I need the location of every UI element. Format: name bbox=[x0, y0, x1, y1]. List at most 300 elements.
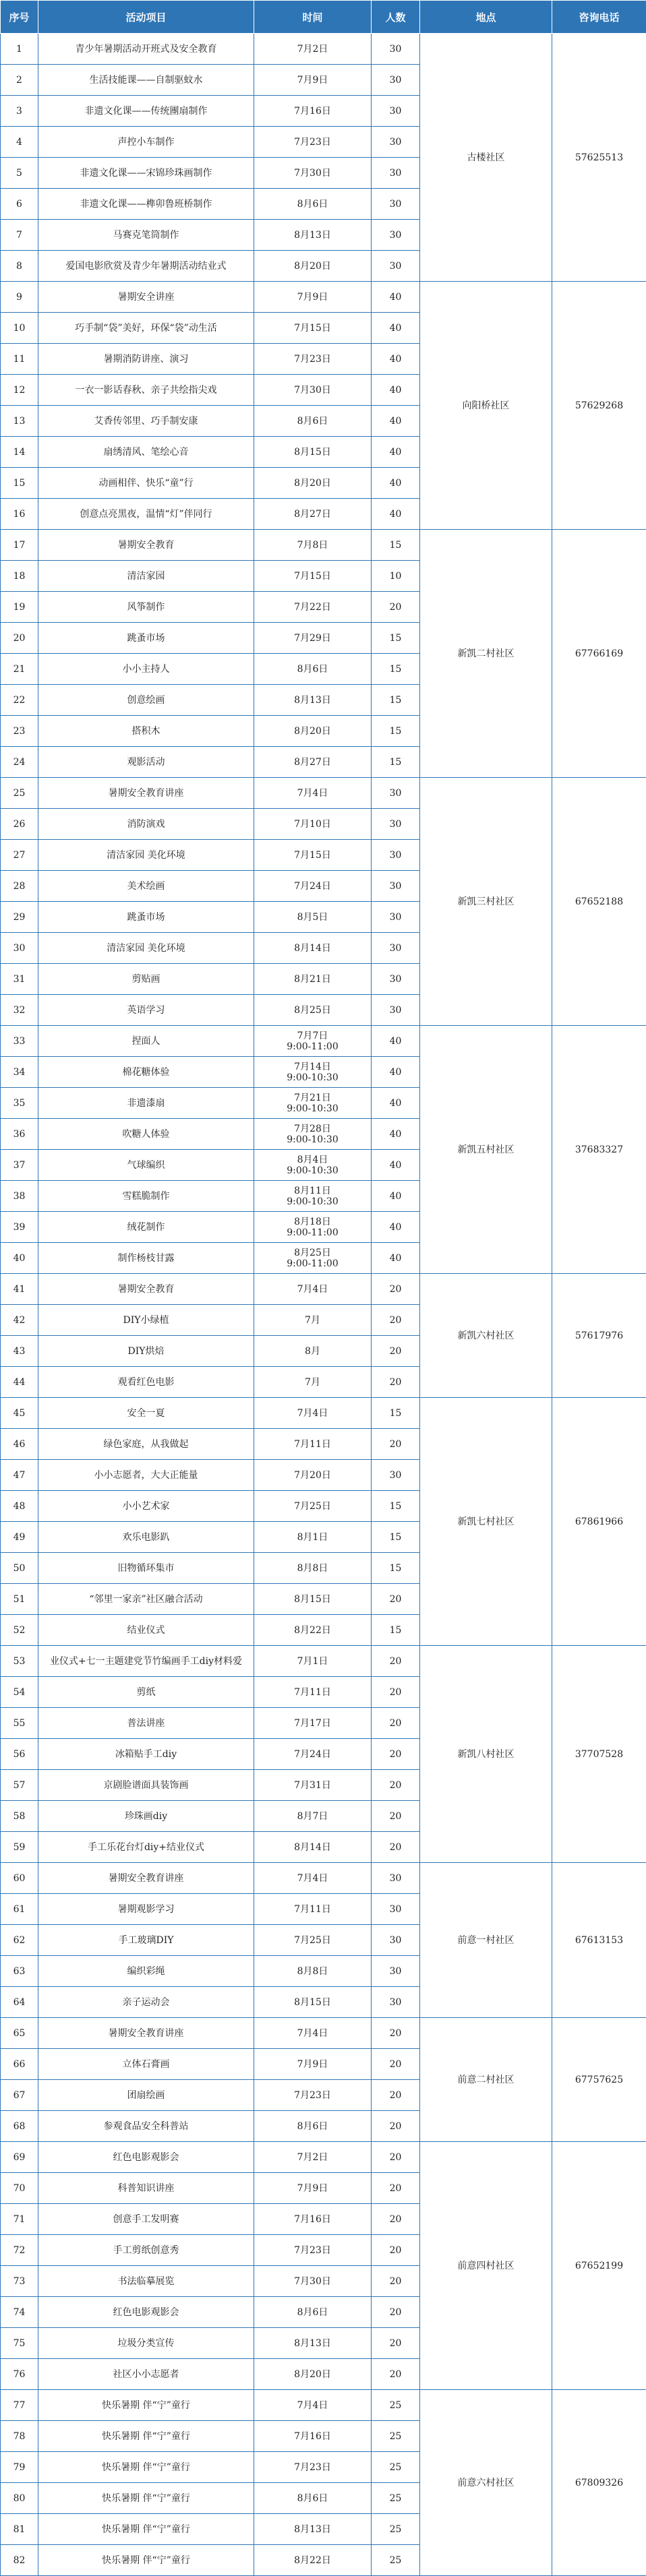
table-row bbox=[1, 1863, 646, 1894]
activity-date: 8月6日 bbox=[256, 2121, 370, 2132]
activity-date: 7月4日 bbox=[256, 2400, 370, 2411]
activity-time bbox=[254, 1987, 372, 2018]
activity-hours: 9:00-10:30 bbox=[256, 1072, 370, 1083]
activity-time bbox=[254, 1150, 372, 1181]
activity-time bbox=[254, 2266, 372, 2297]
participant-count: 15 bbox=[372, 654, 420, 685]
activity-name: 快乐暑期 伴“宁”童行 bbox=[38, 2514, 254, 2545]
activity-date: 7月2日 bbox=[256, 2152, 370, 2163]
community-location: 新凯二村社区 bbox=[420, 530, 552, 778]
activity-time bbox=[254, 65, 372, 96]
row-number: 14 bbox=[1, 437, 38, 468]
participant-count: 40 bbox=[372, 344, 420, 375]
row-number: 5 bbox=[1, 158, 38, 189]
activity-date: 8月25日 bbox=[256, 1248, 370, 1258]
activity-name: 消防演戏 bbox=[38, 809, 254, 840]
activity-name: 珍珠画diy bbox=[38, 1801, 254, 1832]
activity-time bbox=[254, 747, 372, 778]
activity-date: 7月23日 bbox=[256, 2462, 370, 2473]
activity-name: 暑期消防讲座、演习 bbox=[38, 344, 254, 375]
participant-count: 40 bbox=[372, 468, 420, 499]
participant-count: 30 bbox=[372, 158, 420, 189]
activity-hours: 9:00-10:30 bbox=[256, 1103, 370, 1114]
participant-count: 40 bbox=[372, 406, 420, 437]
activity-date: 7月21日 bbox=[256, 1093, 370, 1103]
row-number: 58 bbox=[1, 1801, 38, 1832]
activity-name: 一衣一影话春秋、亲子共绘指尖戏 bbox=[38, 375, 254, 406]
participant-count: 20 bbox=[372, 1336, 420, 1367]
activity-name: 社区小小志愿者 bbox=[38, 2359, 254, 2390]
row-number: 63 bbox=[1, 1956, 38, 1987]
activity-time bbox=[254, 1925, 372, 1956]
activity-name: 观影活动 bbox=[38, 747, 254, 778]
activity-time bbox=[254, 592, 372, 623]
activity-date: 8月6日 bbox=[256, 664, 370, 675]
activity-name: 吹糖人体验 bbox=[38, 1119, 254, 1150]
activity-time bbox=[254, 1181, 372, 1212]
activity-name: 立体石膏画 bbox=[38, 2049, 254, 2080]
row-number: 75 bbox=[1, 2328, 38, 2359]
activity-name: 剪纸 bbox=[38, 1677, 254, 1708]
activity-date: 7月15日 bbox=[256, 571, 370, 582]
activity-time bbox=[254, 623, 372, 654]
activity-time bbox=[254, 778, 372, 809]
activity-date: 8月4日 bbox=[256, 1155, 370, 1165]
activity-date: 7月23日 bbox=[256, 2245, 370, 2256]
activity-time bbox=[254, 1429, 372, 1460]
activity-time bbox=[254, 2235, 372, 2266]
participant-count: 15 bbox=[372, 685, 420, 716]
activity-name: 气球编织 bbox=[38, 1150, 254, 1181]
activity-time bbox=[254, 840, 372, 871]
row-number: 16 bbox=[1, 499, 38, 530]
activity-date: 7月7日 bbox=[256, 1031, 370, 1041]
activity-name: 暑期观影学习 bbox=[38, 1894, 254, 1925]
row-number: 35 bbox=[1, 1088, 38, 1119]
participant-count: 30 bbox=[372, 902, 420, 933]
activity-name: 创意点亮黑夜，温情“灯”伴同行 bbox=[38, 499, 254, 530]
activity-name: 快乐暑期 伴“宁”童行 bbox=[38, 2483, 254, 2514]
participant-count: 20 bbox=[372, 1646, 420, 1677]
activity-name: 创意手工发明赛 bbox=[38, 2204, 254, 2235]
table-body bbox=[1, 34, 646, 2576]
participant-count: 40 bbox=[372, 375, 420, 406]
participant-count: 15 bbox=[372, 1615, 420, 1646]
activity-date: 7月 bbox=[256, 1315, 370, 1326]
activity-name: 快乐暑期 伴“宁”童行 bbox=[38, 2390, 254, 2421]
activity-date: 8月11日 bbox=[256, 1186, 370, 1196]
row-number: 66 bbox=[1, 2049, 38, 2080]
participant-count: 20 bbox=[372, 2111, 420, 2142]
activity-date: 7月4日 bbox=[256, 1873, 370, 1884]
activity-name: 红色电影观影会 bbox=[38, 2297, 254, 2328]
contact-phone: 57617976 bbox=[552, 1274, 646, 1398]
row-number: 72 bbox=[1, 2235, 38, 2266]
activity-date: 8月20日 bbox=[256, 726, 370, 737]
participant-count: 20 bbox=[372, 1584, 420, 1615]
activity-date: 8月1日 bbox=[256, 1532, 370, 1543]
activity-time bbox=[254, 1057, 372, 1088]
participant-count: 25 bbox=[372, 2390, 420, 2421]
activity-time bbox=[254, 251, 372, 282]
activity-name: 参观食品安全科普站 bbox=[38, 2111, 254, 2142]
row-number: 28 bbox=[1, 871, 38, 902]
row-number: 40 bbox=[1, 1243, 38, 1274]
activity-name: 京剧脸谱面具装饰画 bbox=[38, 1770, 254, 1801]
activity-date: 7月1日 bbox=[256, 1656, 370, 1667]
activity-name: 团扇绘画 bbox=[38, 2080, 254, 2111]
participant-count: 30 bbox=[372, 933, 420, 964]
activity-time bbox=[254, 1336, 372, 1367]
row-number: 1 bbox=[1, 34, 38, 65]
activity-date: 7月30日 bbox=[256, 168, 370, 179]
activity-name: 快乐暑期 伴“宁”童行 bbox=[38, 2545, 254, 2576]
participant-count: 20 bbox=[372, 2049, 420, 2080]
row-number: 11 bbox=[1, 344, 38, 375]
participant-count: 20 bbox=[372, 2080, 420, 2111]
row-number: 37 bbox=[1, 1150, 38, 1181]
participant-count: 15 bbox=[372, 1398, 420, 1429]
row-number: 52 bbox=[1, 1615, 38, 1646]
row-number: 2 bbox=[1, 65, 38, 96]
participant-count: 20 bbox=[372, 1770, 420, 1801]
participant-count: 20 bbox=[372, 1801, 420, 1832]
participant-count: 40 bbox=[372, 1119, 420, 1150]
table-row bbox=[1, 1274, 646, 1305]
header-project: 活动项目 bbox=[38, 1, 254, 34]
activity-date: 7月11日 bbox=[256, 1687, 370, 1698]
row-number: 68 bbox=[1, 2111, 38, 2142]
activity-name: 观看红色电影 bbox=[38, 1367, 254, 1398]
participant-count: 30 bbox=[372, 127, 420, 158]
activity-name: 暑期安全教育讲座 bbox=[38, 2018, 254, 2049]
activity-time bbox=[254, 96, 372, 127]
participant-count: 15 bbox=[372, 1491, 420, 1522]
activity-date: 8月5日 bbox=[256, 912, 370, 923]
row-number: 46 bbox=[1, 1429, 38, 1460]
activity-name: 动画相伴、快乐“童”行 bbox=[38, 468, 254, 499]
row-number: 67 bbox=[1, 2080, 38, 2111]
row-number: 15 bbox=[1, 468, 38, 499]
activity-date: 8月15日 bbox=[256, 447, 370, 458]
participant-count: 20 bbox=[372, 1677, 420, 1708]
participant-count: 20 bbox=[372, 2235, 420, 2266]
participant-count: 15 bbox=[372, 530, 420, 561]
activity-date: 7月28日 bbox=[256, 1124, 370, 1134]
activity-date: 7月9日 bbox=[256, 75, 370, 86]
table-row bbox=[1, 778, 646, 809]
activity-time bbox=[254, 1894, 372, 1925]
activity-name: 结业仪式 bbox=[38, 1615, 254, 1646]
activity-date: 7月4日 bbox=[256, 1408, 370, 1419]
activity-date: 7月4日 bbox=[256, 2028, 370, 2039]
participant-count: 30 bbox=[372, 778, 420, 809]
participant-count: 15 bbox=[372, 1553, 420, 1584]
activity-name: 生活技能课——自制驱蚊水 bbox=[38, 65, 254, 96]
activity-time bbox=[254, 530, 372, 561]
contact-phone: 37683327 bbox=[552, 1026, 646, 1274]
activity-name: DIY小绿植 bbox=[38, 1305, 254, 1336]
row-number: 59 bbox=[1, 1832, 38, 1863]
activity-date: 8月20日 bbox=[256, 261, 370, 272]
row-number: 30 bbox=[1, 933, 38, 964]
activity-time bbox=[254, 1615, 372, 1646]
row-number: 57 bbox=[1, 1770, 38, 1801]
activity-date: 8月13日 bbox=[256, 2524, 370, 2535]
row-number: 22 bbox=[1, 685, 38, 716]
table-row bbox=[1, 530, 646, 561]
activity-name: 青少年暑期活动开班式及安全教育 bbox=[38, 34, 254, 65]
activity-name: 制作杨枝甘露 bbox=[38, 1243, 254, 1274]
activity-time bbox=[254, 1553, 372, 1584]
row-number: 62 bbox=[1, 1925, 38, 1956]
activity-date: 7月20日 bbox=[256, 1470, 370, 1481]
activity-name: 雪糕脆制作 bbox=[38, 1181, 254, 1212]
activity-time bbox=[254, 1770, 372, 1801]
activity-name: 绿色家庭，从我做起 bbox=[38, 1429, 254, 1460]
activity-name: 欢乐电影趴 bbox=[38, 1522, 254, 1553]
participant-count: 30 bbox=[372, 995, 420, 1026]
participant-count: 20 bbox=[372, 1429, 420, 1460]
activity-date: 7月23日 bbox=[256, 354, 370, 365]
row-number: 55 bbox=[1, 1708, 38, 1739]
activity-date: 7月8日 bbox=[256, 540, 370, 551]
activity-date: 8月22日 bbox=[256, 2555, 370, 2566]
activity-time bbox=[254, 282, 372, 313]
activity-date: 7月30日 bbox=[256, 385, 370, 396]
row-number: 81 bbox=[1, 2514, 38, 2545]
participant-count: 30 bbox=[372, 220, 420, 251]
activity-time bbox=[254, 2421, 372, 2452]
activity-date: 7月24日 bbox=[256, 881, 370, 892]
activity-time bbox=[254, 685, 372, 716]
activity-date: 7月29日 bbox=[256, 633, 370, 644]
activity-name: 非遗文化课——传统團扇制作 bbox=[38, 96, 254, 127]
activity-time bbox=[254, 2328, 372, 2359]
activity-time bbox=[254, 2111, 372, 2142]
participant-count: 15 bbox=[372, 747, 420, 778]
activity-time bbox=[254, 654, 372, 685]
participant-count: 20 bbox=[372, 2018, 420, 2049]
participant-count: 15 bbox=[372, 716, 420, 747]
contact-phone: 67809326 bbox=[552, 2390, 646, 2576]
activity-time bbox=[254, 561, 372, 592]
activity-name: 快乐暑期 伴“宁”童行 bbox=[38, 2452, 254, 2483]
activity-time bbox=[254, 964, 372, 995]
activity-date: 8月8日 bbox=[256, 1966, 370, 1977]
activity-time bbox=[254, 1398, 372, 1429]
activity-name: 冰箱贴手工diy bbox=[38, 1739, 254, 1770]
participant-count: 30 bbox=[372, 840, 420, 871]
contact-phone: 57629268 bbox=[552, 282, 646, 530]
row-number: 33 bbox=[1, 1026, 38, 1057]
header-count: 人数 bbox=[372, 1, 420, 34]
activity-time bbox=[254, 2390, 372, 2421]
contact-phone: 67652199 bbox=[552, 2142, 646, 2390]
activity-name: 手工剪纸创意秀 bbox=[38, 2235, 254, 2266]
activity-date: 7月22日 bbox=[256, 602, 370, 613]
row-number: 76 bbox=[1, 2359, 38, 2390]
activity-name: 书法临摹展览 bbox=[38, 2266, 254, 2297]
contact-phone: 67613153 bbox=[552, 1863, 646, 2018]
participant-count: 25 bbox=[372, 2514, 420, 2545]
activity-date: 8月21日 bbox=[256, 974, 370, 985]
row-number: 53 bbox=[1, 1646, 38, 1677]
contact-phone: 67861966 bbox=[552, 1398, 646, 1646]
participant-count: 25 bbox=[372, 2483, 420, 2514]
row-number: 24 bbox=[1, 747, 38, 778]
activity-time bbox=[254, 1677, 372, 1708]
header-time: 时间 bbox=[254, 1, 372, 34]
activity-time bbox=[254, 995, 372, 1026]
community-location: 前意四村社区 bbox=[420, 2142, 552, 2390]
activity-time bbox=[254, 468, 372, 499]
activity-time bbox=[254, 437, 372, 468]
activity-date: 8月13日 bbox=[256, 695, 370, 706]
activity-name: 清洁家园 美化环境 bbox=[38, 840, 254, 871]
row-number: 69 bbox=[1, 2142, 38, 2173]
activity-time bbox=[254, 2018, 372, 2049]
activity-date: 8月13日 bbox=[256, 2338, 370, 2349]
activity-hours: 9:00-10:30 bbox=[256, 1196, 370, 1207]
row-number: 17 bbox=[1, 530, 38, 561]
activity-time bbox=[254, 1708, 372, 1739]
header-phone: 咨询电话 bbox=[552, 1, 646, 34]
activity-hours: 9:00-10:30 bbox=[256, 1165, 370, 1176]
participant-count: 20 bbox=[372, 1708, 420, 1739]
row-number: 25 bbox=[1, 778, 38, 809]
activity-time bbox=[254, 1956, 372, 1987]
activity-name: 绒花制作 bbox=[38, 1212, 254, 1243]
participant-count: 40 bbox=[372, 1088, 420, 1119]
activity-time bbox=[254, 1646, 372, 1677]
activity-time bbox=[254, 1491, 372, 1522]
activity-date: 7月9日 bbox=[256, 2059, 370, 2070]
participant-count: 40 bbox=[372, 1243, 420, 1274]
activity-name: 亲子运动会 bbox=[38, 1987, 254, 2018]
participant-count: 20 bbox=[372, 1305, 420, 1336]
participant-count: 30 bbox=[372, 1894, 420, 1925]
activity-time bbox=[254, 499, 372, 530]
community-location: 新凯八村社区 bbox=[420, 1646, 552, 1863]
activity-date: 8月8日 bbox=[256, 1563, 370, 1574]
activity-time bbox=[254, 809, 372, 840]
activity-name: 暑期安全教育 bbox=[38, 530, 254, 561]
participant-count: 30 bbox=[372, 96, 420, 127]
activity-date: 7月9日 bbox=[256, 2183, 370, 2194]
activity-time bbox=[254, 1367, 372, 1398]
participant-count: 30 bbox=[372, 1460, 420, 1491]
participant-count: 30 bbox=[372, 871, 420, 902]
row-number: 78 bbox=[1, 2421, 38, 2452]
activity-name: DIY烘焙 bbox=[38, 1336, 254, 1367]
activity-hours: 9:00-11:00 bbox=[256, 1227, 370, 1238]
activity-name: 清洁家园 bbox=[38, 561, 254, 592]
activity-time bbox=[254, 1832, 372, 1863]
row-number: 42 bbox=[1, 1305, 38, 1336]
participant-count: 40 bbox=[372, 313, 420, 344]
activity-name: 旧物循环集市 bbox=[38, 1553, 254, 1584]
contact-phone: 67757625 bbox=[552, 2018, 646, 2142]
participant-count: 20 bbox=[372, 2328, 420, 2359]
participant-count: 20 bbox=[372, 592, 420, 623]
participant-count: 20 bbox=[372, 2142, 420, 2173]
activity-name: 剪贴画 bbox=[38, 964, 254, 995]
activity-date: 8月15日 bbox=[256, 1997, 370, 2008]
community-location: 前意六村社区 bbox=[420, 2390, 552, 2576]
activity-time bbox=[254, 2297, 372, 2328]
activity-time bbox=[254, 2452, 372, 2483]
header-location: 地点 bbox=[420, 1, 552, 34]
row-number: 32 bbox=[1, 995, 38, 1026]
row-number: 61 bbox=[1, 1894, 38, 1925]
activity-date: 8月13日 bbox=[256, 230, 370, 241]
activity-time bbox=[254, 2545, 372, 2576]
participant-count: 20 bbox=[372, 2204, 420, 2235]
activity-time bbox=[254, 406, 372, 437]
activity-name: 暑期安全教育讲座 bbox=[38, 778, 254, 809]
activity-name: 风筝制作 bbox=[38, 592, 254, 623]
row-number: 29 bbox=[1, 902, 38, 933]
activity-hours: 9:00-10:30 bbox=[256, 1134, 370, 1145]
activity-hours: 9:00-11:00 bbox=[256, 1258, 370, 1269]
activity-date: 7月15日 bbox=[256, 323, 370, 334]
row-number: 18 bbox=[1, 561, 38, 592]
row-number: 41 bbox=[1, 1274, 38, 1305]
activity-date: 7月11日 bbox=[256, 1904, 370, 1915]
row-number: 19 bbox=[1, 592, 38, 623]
participant-count: 40 bbox=[372, 1026, 420, 1057]
activity-time bbox=[254, 933, 372, 964]
activity-date: 8月27日 bbox=[256, 757, 370, 768]
row-number: 54 bbox=[1, 1677, 38, 1708]
participant-count: 30 bbox=[372, 1863, 420, 1894]
row-number: 31 bbox=[1, 964, 38, 995]
activity-time bbox=[254, 1274, 372, 1305]
activity-name: 英语学习 bbox=[38, 995, 254, 1026]
activity-date: 7月2日 bbox=[256, 44, 370, 55]
activity-date: 7月16日 bbox=[256, 106, 370, 117]
activity-time bbox=[254, 2483, 372, 2514]
row-number: 73 bbox=[1, 2266, 38, 2297]
activity-name: 垃圾分类宣传 bbox=[38, 2328, 254, 2359]
participant-count: 20 bbox=[372, 2266, 420, 2297]
activity-name: 美术绘画 bbox=[38, 871, 254, 902]
activity-date: 7月4日 bbox=[256, 1284, 370, 1295]
table-header-row bbox=[1, 1, 646, 34]
row-number: 80 bbox=[1, 2483, 38, 2514]
activity-time bbox=[254, 2514, 372, 2545]
participant-count: 15 bbox=[372, 1522, 420, 1553]
row-number: 27 bbox=[1, 840, 38, 871]
activity-time bbox=[254, 189, 372, 220]
activity-time bbox=[254, 158, 372, 189]
activity-date: 8月 bbox=[256, 1346, 370, 1357]
activity-name: 棉花糖体验 bbox=[38, 1057, 254, 1088]
activity-date: 8月6日 bbox=[256, 2307, 370, 2318]
activity-name: 暑期安全讲座 bbox=[38, 282, 254, 313]
participant-count: 10 bbox=[372, 561, 420, 592]
activity-time bbox=[254, 1460, 372, 1491]
activity-time bbox=[254, 1522, 372, 1553]
activity-name: 手工乐花台灯diy+结业仪式 bbox=[38, 1832, 254, 1863]
activity-time bbox=[254, 34, 372, 65]
activity-time bbox=[254, 375, 372, 406]
contact-phone: 57625513 bbox=[552, 34, 646, 282]
activity-name: 小小志愿者，大大正能量 bbox=[38, 1460, 254, 1491]
participant-count: 20 bbox=[372, 2173, 420, 2204]
activity-name: 暑期安全教育 bbox=[38, 1274, 254, 1305]
